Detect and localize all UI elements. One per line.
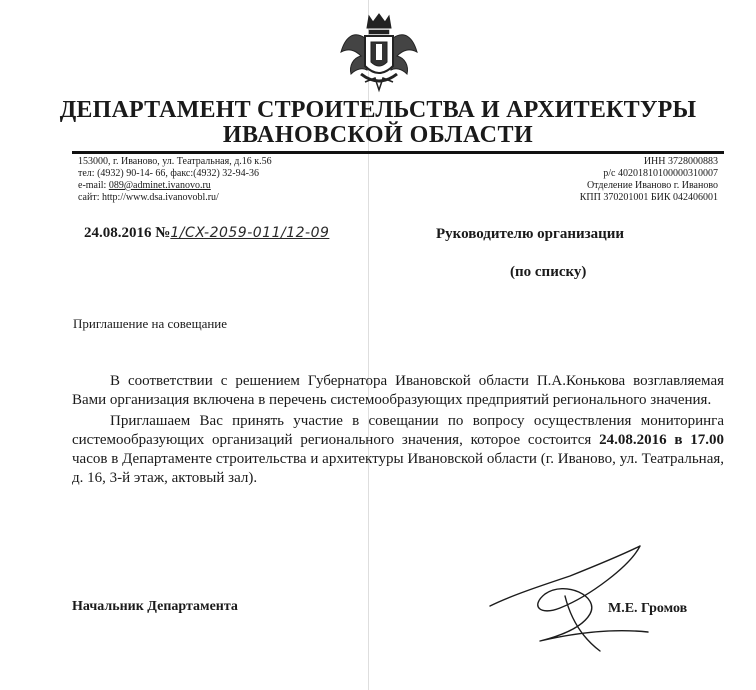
kpp-bik: КПП 370201001 БИК 042406001 xyxy=(579,192,718,203)
handwritten-signature xyxy=(470,536,670,656)
number-sign: № xyxy=(155,225,171,241)
postal-address: 153000, г. Иваново, ул. Театральная, д.16 к.56 xyxy=(78,156,272,167)
email-link[interactable]: 089@adminet.ivanovo.ru xyxy=(108,180,211,191)
letter-date: 24.08.2016 xyxy=(84,225,152,241)
website-line: сайт: http://www.dsa.ivanovobl.ru/ xyxy=(78,192,219,203)
addressee: Руководителю организации xyxy=(436,226,625,242)
paragraph-2-start: Приглашаем Вас принять участие в совещании по вопросу осуществления мониторинга системообразующих организаций регионального значения, которое состоится xyxy=(72,413,724,448)
email-label: e-mail: xyxy=(78,180,109,191)
paragraph-2 xyxy=(72,412,724,488)
department-title-line1: ДЕПАРТАМЕНТ СТРОИТЕЛЬСТВА И АРХИТЕКТУРЫ xyxy=(59,97,697,123)
phone-fax: тел: (4932) 90-14- 66, факс:(4932) 32-94-36 xyxy=(78,168,259,179)
paragraph-2-end: часов в Департаменте строительства и архитектуры Ивановской области (г. Иваново, ул. Театральная, д. 16, 3-й этаж, актовый зал). xyxy=(72,451,724,486)
addressee-by-list: (по списку) xyxy=(510,264,587,280)
bank-details xyxy=(580,156,718,204)
contact-block xyxy=(78,156,272,204)
header-divider xyxy=(72,151,724,154)
inn: ИНН 3728000883 xyxy=(643,156,718,167)
signatory-position: Начальник Департамента xyxy=(72,599,238,614)
paragraph-1: В соответствии с решением Губернатора Ивановской области П.А.Конькова возглавляемая Вами организация включена в перечень системообразующих предприятий регионального значения. xyxy=(72,373,724,408)
account-number: р/с 40201810100000310007 xyxy=(603,168,718,179)
email-line xyxy=(78,180,272,192)
meeting-datetime: 24.08.2016 в 17.00 xyxy=(599,432,724,448)
coat-of-arms-icon xyxy=(335,8,423,96)
department-title-line2: ИВАНОВСКОЙ ОБЛАСТИ xyxy=(222,122,534,148)
letter-body xyxy=(72,372,724,488)
bank-branch: Отделение Иваново г. Иваново xyxy=(586,180,718,191)
registration-line xyxy=(84,225,329,242)
handwritten-reg-number: 1/CX-2059-011/12-09 xyxy=(170,225,330,241)
signatory-name: М.Е. Громов xyxy=(608,601,688,616)
letter-subject: Приглашение на совещание xyxy=(73,316,228,331)
